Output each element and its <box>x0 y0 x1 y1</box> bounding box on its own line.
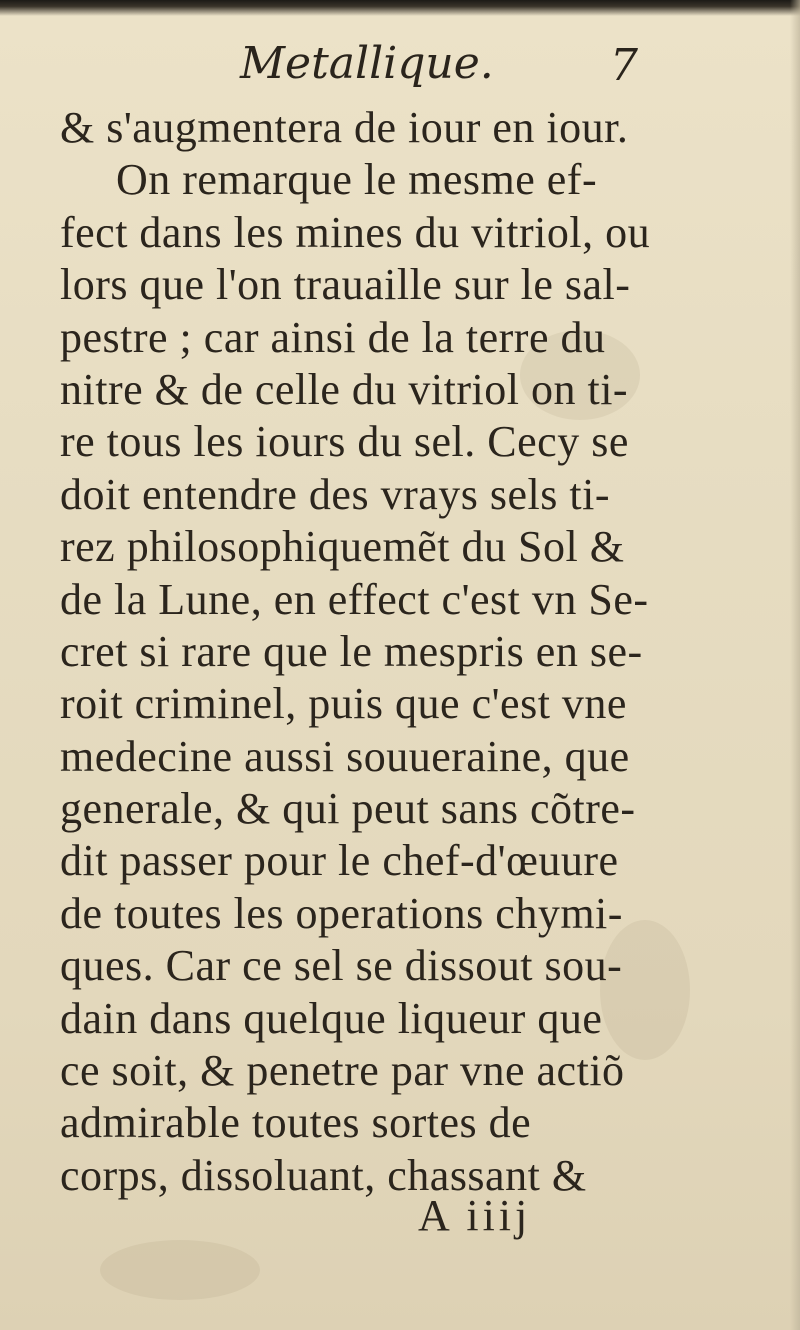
text-line: cret si rare que le mespris en se- <box>60 626 643 676</box>
text-line: fect dans les mines du vitriol, ou <box>60 207 651 257</box>
text-line: roit criminel, puis que c'est vne <box>60 679 627 729</box>
text-line: pestre ; car ainsi de la terre du <box>60 312 606 362</box>
text-line: doit entendre des vrays sels ti- <box>60 469 610 519</box>
page-header <box>60 38 660 102</box>
text-line: ques. Car ce sel se dissout sou- <box>60 941 623 991</box>
page-number: 7 <box>610 40 638 91</box>
text-line: lors que l'on trauaille sur le sal- <box>60 260 631 310</box>
signature-mark: A iiij <box>418 1191 532 1240</box>
text-line: On remarque le mesme ef- <box>116 155 598 205</box>
text-line: rez philosophiquemẽt du Sol & <box>60 522 625 572</box>
text-line: de la Lune, en effect c'est vn Se- <box>60 574 649 624</box>
text-line: admirable toutes sortes de <box>60 1098 532 1148</box>
paper-stain <box>100 1240 260 1300</box>
text-line: & s'augmentera de iour en iour. <box>60 103 629 152</box>
text-line: corps, dissoluant, chassant & <box>60 1150 587 1200</box>
running-title: Metallique. <box>240 38 494 89</box>
text-line: ce soit, & penetre par vne actiõ <box>60 1046 625 1096</box>
page-top-shadow <box>0 0 800 16</box>
body-text <box>60 102 660 1202</box>
page-right-edge <box>790 0 800 1330</box>
text-line: de toutes les operations chymi- <box>60 888 623 938</box>
text-line: dain dans quelque liqueur que <box>60 993 603 1043</box>
text-line: medecine aussi souueraine, que <box>60 731 630 781</box>
text-line: nitre & de celle du vitriol on ti- <box>60 364 629 414</box>
text-line: generale, & qui peut sans cõtre- <box>60 784 636 834</box>
text-line: re tous les iours du sel. Cecy se <box>60 417 629 467</box>
text-line: dit passer pour le chef-d'œuure <box>60 836 619 886</box>
